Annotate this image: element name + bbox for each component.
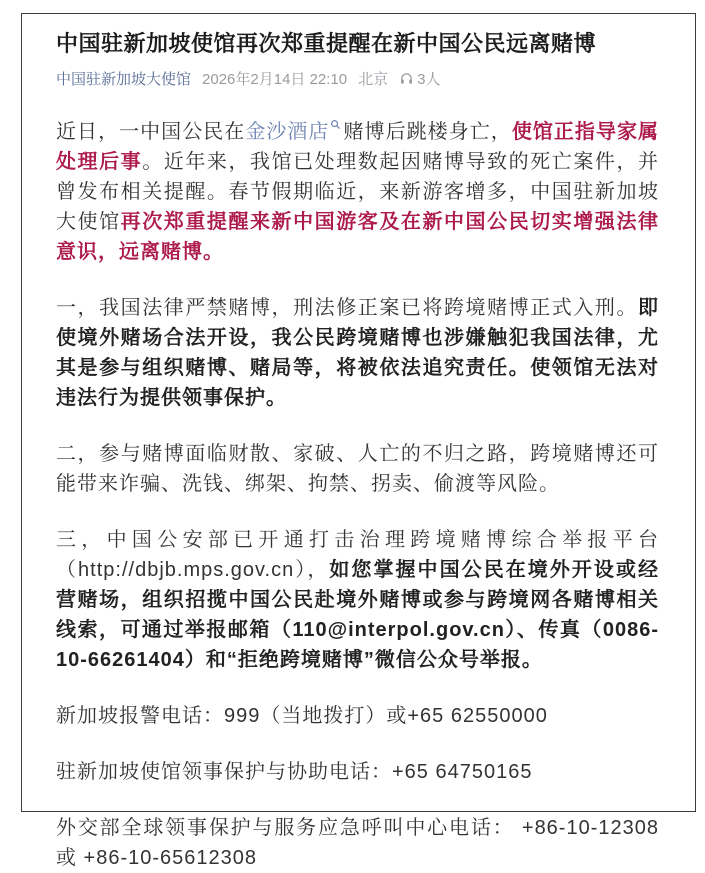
entity-link[interactable]: 金沙酒店 [245, 121, 330, 143]
article-body [56, 117, 659, 873]
text-run: 外交部全球领事保护与服务应急呼叫中心电话： +86-10-12308 或 +86-10-65612308 [56, 817, 659, 869]
paragraph [56, 757, 659, 787]
text-run: 赌博后跳楼身亡， [343, 121, 512, 143]
text-run: 再次郑重提醒来新中国游客及在新中国公民切实增强法律意识，远离赌博。 [56, 211, 660, 263]
text-run: 使馆正指导家属处理后事 [56, 121, 660, 173]
headphones-icon [399, 71, 414, 86]
text-run: 近日，一中国公民在 [56, 121, 246, 143]
text-run: 。近年来，我馆已处理数起因赌博导致的死亡案件，并曾发布相关提醒。春节假期临近，来新游客增多，中国驻新加坡大使馆 [56, 151, 660, 233]
paragraph [56, 439, 659, 499]
article-title: 中国驻新加坡使馆再次郑重提醒在新中国公民远离赌博 [56, 31, 597, 56]
publish-date: 2026年2月14日 22:10 [202, 71, 348, 88]
paragraph [56, 293, 659, 413]
text-run: 一，我国法律严禁赌博，刑法修正案已将跨境赌博正式入刑。 [56, 297, 638, 319]
paragraph [56, 117, 659, 267]
text-run: 即使境外赌场合法开设，我公民跨境赌博也涉嫌触犯我国法律，尤其是参与组织赌博、赌局等，将被依法追究责任。使领馆无法对违法行为提供领事保护。 [56, 297, 659, 409]
magnifier-icon [330, 119, 341, 130]
publish-location: 北京 [358, 71, 389, 88]
listen-count-button[interactable] [399, 68, 440, 89]
listen-count: 3人 [417, 71, 441, 88]
paragraph [56, 525, 659, 675]
article-byline [56, 68, 659, 89]
text-run: 二，参与赌博面临财散、家破、人亡的不归之路，跨境赌博还可能带来诈骗、洗钱、绑架、拘禁、拐卖、偷渡等风险。 [56, 443, 659, 495]
paragraph [56, 701, 659, 731]
text-run: 三，中国公安部已开通打击治理跨境赌博综合举报平台（http://dbjb.mps.gov.cn）， [56, 529, 659, 581]
text-run: 如您掌握中国公民在境外开设或经营赌场，组织招揽中国公民赴境外赌博或参与跨境网各赌博相关线索，可通过举报邮箱（110@interpol.gov.cn）、传真（0086-10-66261404）和“拒绝跨境赌博”微信公众号举报。 [56, 559, 660, 671]
author-link[interactable]: 中国驻新加坡大使馆 [56, 71, 192, 88]
text-run: 新加坡报警电话：999（当地拨打）或+65 62550000 [56, 705, 548, 727]
article-card [21, 13, 696, 869]
paragraph [56, 813, 659, 873]
text-run: 驻新加坡使馆领事保护与协助电话：+65 64750165 [56, 761, 533, 783]
